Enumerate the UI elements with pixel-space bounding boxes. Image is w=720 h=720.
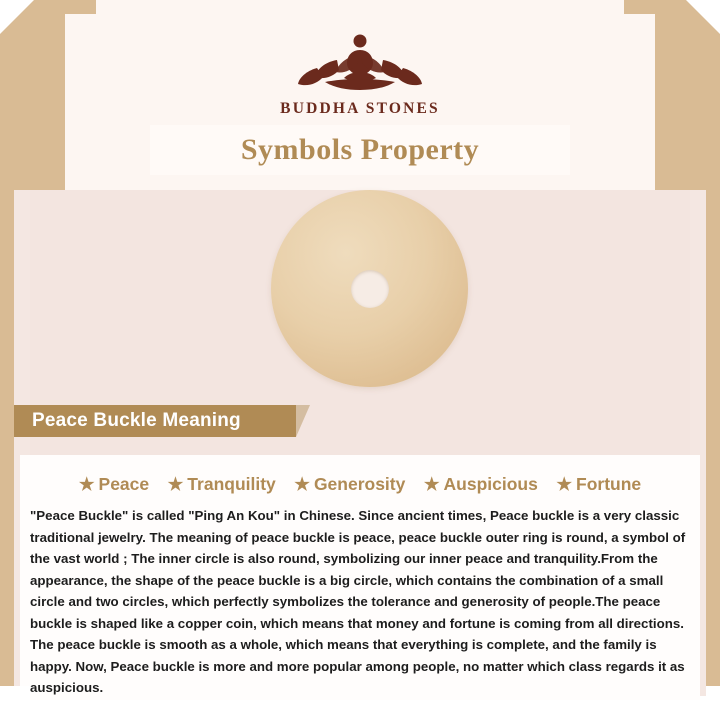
page-title: Symbols Property [240,133,480,166]
brand-logo [0,24,720,118]
star-icon: ★ [167,474,184,494]
keyword-label: Peace [98,474,150,494]
keyword-item [168,474,276,495]
keyword-label: Generosity [313,474,406,494]
keyword-label: Tranquility [187,474,276,494]
peace-buckle-disc [271,190,468,387]
keyword-item [294,474,405,495]
keyword-item [79,474,149,495]
peace-buckle-hole [351,270,389,308]
section-ribbon-tail [296,405,310,437]
body-paragraph: "Peace Buckle" is called "Ping An Kou" in Chinese. Since ancient times, Peace buckle is a very classic traditional jewelry. The meaning of peace buckle is peace, peace buckle outer ring is round, a symbol of the vast world ; The inner circle is also round, symbolizing our inner peace and tranquility.From the appearance, the shape of the peace buckle is a big circle, which contains the combination of a small circle and two circles, which perfectly symbolizes the tolerance and generosity of people.The peace buckle is shaped like a copper coin, which means that money and fortune is coming from all directions. The peace buckle is smooth as a whole, which means that everything is complete, and the family is happy. Now, Peace buckle is more and more popular among people, no matter which class regards it as auspicious. [30,508,686,695]
graphic-area [0,190,720,405]
section-title: Peace Buckle Meaning [32,410,241,431]
lotus-meditation-icon [285,24,435,96]
keyword-item [556,474,641,495]
star-icon: ★ [294,474,310,494]
corner-notch-top-right [686,0,720,34]
title-band [150,125,570,175]
corner-notch-top-left [0,0,34,34]
star-icon: ★ [423,474,440,494]
section-ribbon [14,405,296,437]
keyword-label: Fortune [576,474,642,494]
star-icon: ★ [556,474,573,494]
keyword-label: Auspicious [443,474,538,494]
keyword-item [424,474,538,495]
corner-bottom-left [0,686,30,720]
brand-name: BUDDHA STONES [280,100,440,117]
keyword-list [20,474,700,495]
star-icon: ★ [78,474,95,494]
